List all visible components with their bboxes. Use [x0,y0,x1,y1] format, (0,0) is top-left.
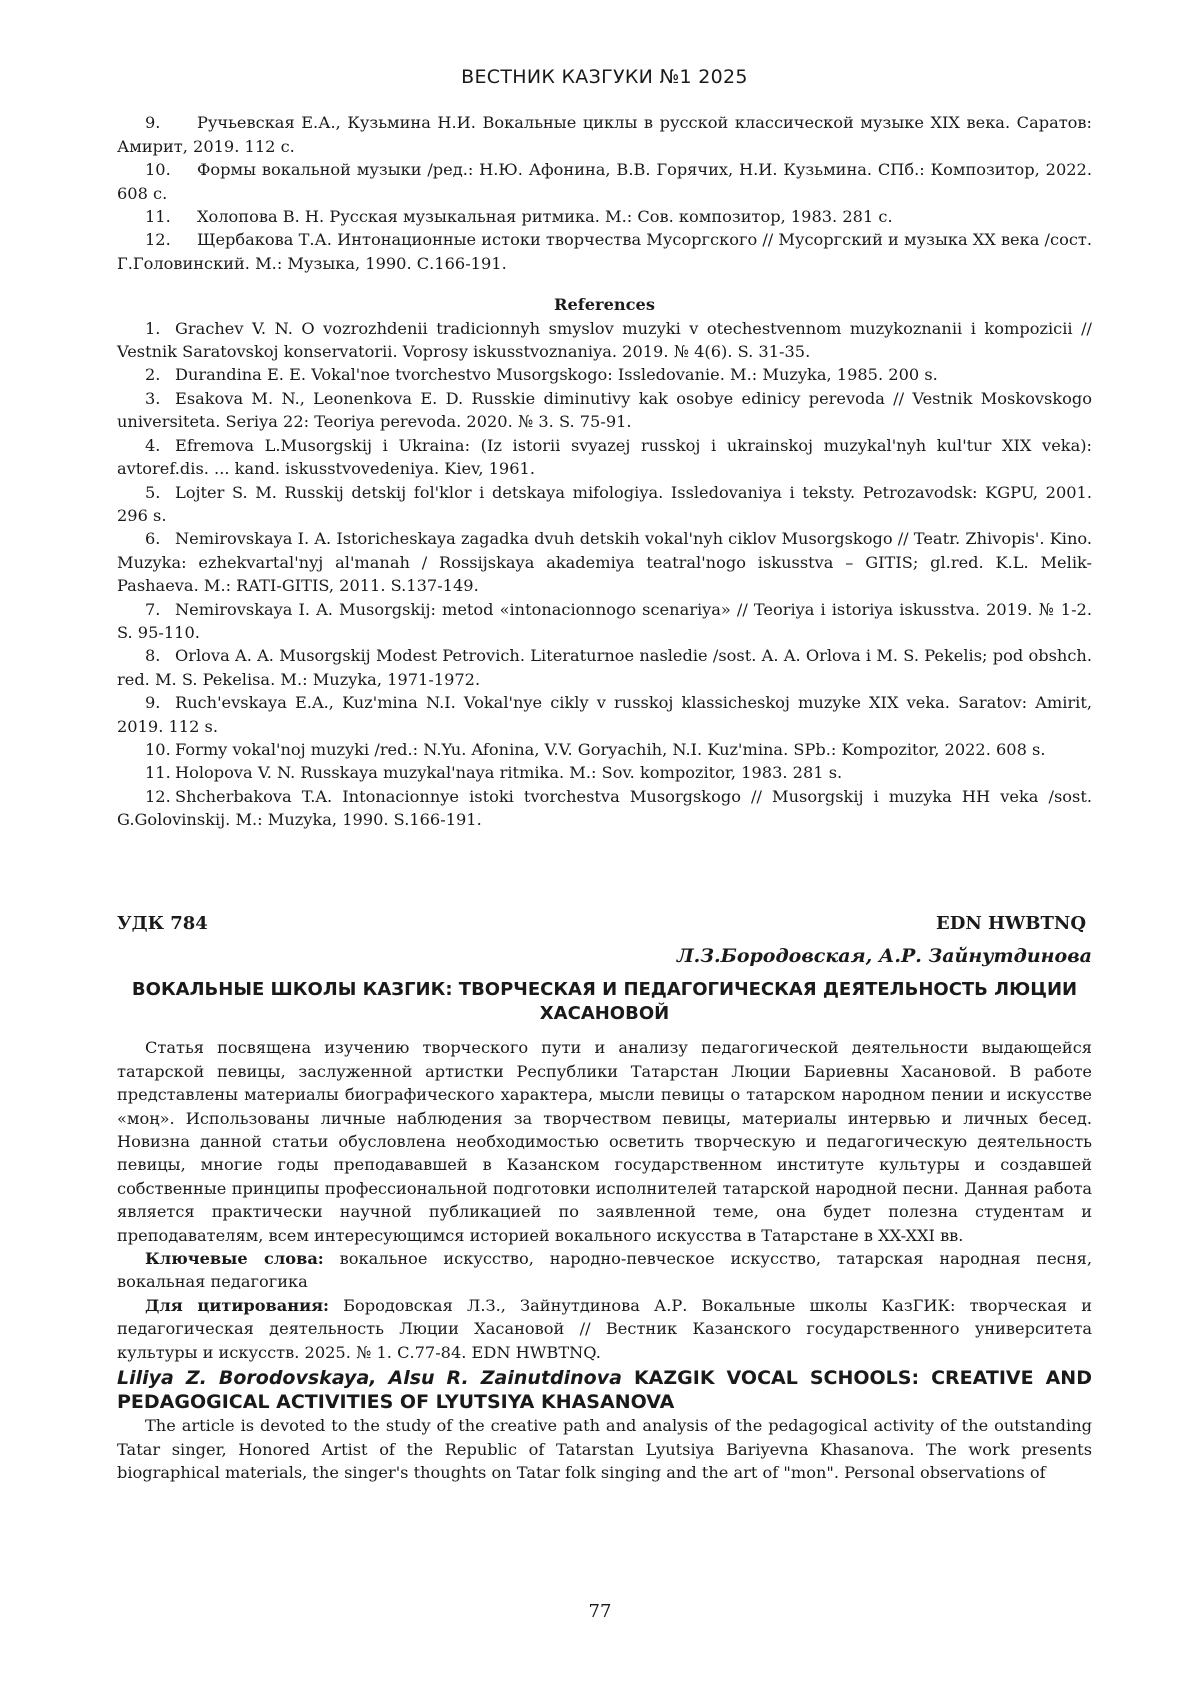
list-item [117,434,1092,481]
ref-number: 7. [145,599,161,619]
ref-number: 4. [145,435,161,455]
en-reference-list [117,317,1092,832]
list-item [117,738,1092,761]
ref-text: Orlova A. A. Musorgskij Modest Petrovich. Literaturnoe nasledie /sost. A. A. Orlova i M. S. Pekelis; pod obshch. red. M. S. Pekelisa. M.: Muzyka, 1971-1972. [117,646,1092,689]
article-authors: Л.З.Бородовская, А.Р. Зайнутдинова [676,945,1092,967]
list-item [117,527,1092,597]
ref-number: 8. [145,646,161,666]
list-item [117,387,1092,434]
list-item [117,317,1092,364]
ref-number: 12. [145,786,171,806]
keywords-label: Ключевые слова: [145,1249,324,1269]
section-gap [117,832,1092,912]
ref-number: 10. [145,739,171,759]
article-identifiers [117,912,1086,935]
list-item [117,158,1092,205]
ref-number: 5. [145,482,161,502]
ref-number: 10. [145,160,171,180]
list-item [117,598,1092,645]
ref-text: Holopova V. N. Russkaya muzykal'naya ritmika. M.: Sov. kompozitor, 1983. 281 s. [175,763,843,783]
ref-text: Grachev V. N. O vozrozhdenii tradicionnyh smyslov muzyki v otechestvennom muzykoznanii i kompozicii // Vestnik Saratovskoj konservatorii. Voprosy iskusstvoznaniya. 2019. № 4(6). S. 31-35. [117,318,1092,362]
keywords [117,1247,1092,1294]
ref-number: 2. [145,365,161,385]
ref-number: 9. [145,113,161,133]
ref-text: Ruch'evskaya E.A., Kuz'mina N.I. Vokal'nye cikly v russkoj klassicheskoj muzyke XIX veka. Saratov: Amirit, 2019. 112 s. [117,693,1092,736]
article-title: ВОКАЛЬНЫЕ ШКОЛЫ КАЗГИК: ТВОРЧЕСКАЯ И ПЕДАГОГИЧЕСКАЯ ДЕЯТЕЛЬНОСТЬ ЛЮЦИИ ХАСАНОВОЙ [131,979,1078,1025]
keywords-text: вокальное искусство, народно-певческое искусство, татарская народная песня, вокальная педагогика [117,1249,1092,1292]
ref-number: 11. [145,207,171,227]
ru-reference-list [117,111,1092,275]
citation [117,1294,1092,1364]
list-item [117,761,1092,784]
ref-text: Nemirovskaya I. A. Istoricheskaya zagadka dvuh detskih vokal'nyh ciklov Musorgskogo // Teatr. Zhivopis'. Kino. Muzyka: ezhekvartal'nyj al'manah / Rossijskaya akademiya teatral'nogo iskusstva – GITIS; gl.red. K.L. Melik-Pashaeva. M.: RATI-GITIS, 2011. S.137-149. [117,529,1092,596]
ref-text: Холопова В. Н. Русская музыкальная ритмика. М.: Сов. композитор, 1983. 281 с. [197,207,893,227]
list-item [117,785,1092,832]
list-item [117,228,1092,275]
list-item [117,481,1092,528]
ref-text: Щербакова Т.А. Интонационные истоки творчества Мусоргского // Мусоргский и музыка XX века /сост. Г.Головинский. М.: Музыка, 1990. С.166-191. [117,230,1092,273]
list-item [117,691,1092,738]
running-head: ВЕСТНИК КАЗГУКИ №1 2025 [461,66,748,88]
english-heading [117,1366,1092,1414]
udk-code: УДК 784 [117,912,208,934]
page-number: 77 [588,1601,612,1622]
ref-text: Lojter S. M. Russkij detskij fol'klor i detskaya mifologiya. Issledovaniya i teksty. Petrozavodsk: KGPU, 2001. 296 s. [117,482,1092,525]
ref-text: Nemirovskaya I. A. Musorgskij: metod «intonacionnogo scenariya» // Teoriya i istoriya iskusstva. 2019. № 1-2. S. 95-110. [117,599,1092,642]
ref-text: Durandina E. E. Vokal'noe tvorchestvo Musorgskogo: Issledovanie. M.: Muzyka, 1985. 200 s. [175,365,938,385]
ref-text: Shcherbakova T.A. Intonacionnye istoki tvorchestva Musorgskogo // Musorgskij i muzyka HH veka /sost. G.Golovinskij. M.: Muzyka, 1990. S.166-191. [117,786,1092,830]
ref-number: 9. [145,693,161,713]
ref-number: 3. [145,388,161,408]
citation-text: Бородовская Л.З., Зайнутдинова А.Р. Вокальные школы КазГИК: творческая и педагогическая деятельность Люции Хасановой // Вестник Казанского государственного университета культуры и искусств. 2025. № 1. С.77-84. EDN HWBTNQ. [117,1295,1093,1362]
ref-text: Ручьевская Е.А., Кузьмина Н.И. Вокальные циклы в русской классической музыке XIX века. Саратов: Амирит, 2019. 112 с. [117,113,1092,156]
english-authors: Liliya Z. Borodovskaya, Alsu R. Zainutdinova [117,1367,622,1390]
list-item [117,363,1092,386]
list-item [117,205,1092,228]
list-item [117,644,1092,691]
ref-text: Formy vokal'noj muzyki /red.: N.Yu. Afonina, V.V. Goryachih, N.I. Kuz'mina. SPb.: Kompozitor, 2022. 608 s. [175,739,1046,759]
english-title: KAZGIK VOCAL SCHOOLS: CREATIVE AND PEDAGOGICAL ACTIVITIES OF LYUTSIYA KHASANOVA [117,1367,1092,1414]
references-heading: References [554,295,655,315]
ref-number: 1. [145,318,161,338]
list-item [117,111,1092,158]
ref-text: Esakova M. N., Leonenkova E. D. Russkie diminutivy kak osobye edinicy perevoda // Vestnik Moskovskogo universiteta. Seriya 22: Teoriya perevoda. 2020. № 3. S. 75-91. [117,388,1092,432]
edn-code: EDN HWBTNQ [935,912,1086,934]
citation-label: Для цитирования: [145,1295,330,1315]
ref-number: 6. [145,529,161,549]
ref-number: 12. [145,230,171,250]
ref-number: 11. [145,763,171,783]
abstract-en: The article is devoted to the study of the creative path and analysis of the pedagogical activity of the outstanding Tatar singer, Honored Artist of the Republic of Tatarstan Lyutsiya Bariyevna Khasanova. The work presents biographical materials, the singer's thoughts on Tatar folk singing and the art of "mon". Personal observations of [117,1416,1092,1482]
ref-text: Формы вокальной музыки /ред.: Н.Ю. Афонина, В.В. Горячих, Н.И. Кузьмина. СПб.: Композитор, 2022. 608 с. [117,160,1092,203]
ref-text: Efremova L.Musorgskij i Ukraina: (Iz istorii svyazej russkoj i ukrainskoj muzykal'nyh kul'tur XIX veka): avtoref.dis. ... kand. iskusstvovedeniya. Kiev, 1961. [117,435,1092,479]
abstract-ru: Статья посвящена изучению творческого пути и анализу педагогической деятельности выдающейся татарской певицы, заслуженной артистки Республики Татарстан Люции Бариевны Хасановой. В работе представлены материалы биографического характера, мысли певицы о татарском народном пении и искусстве «моң». Использованы личные наблюдения за творчеством певицы, материалы интервью и личных бесед. Новизна данной статьи обусловлена необходимостью осветить творческую и педагогическую деятельность певицы, многие годы преподававшей в Казанском государственном институте культуры и создавшей собственные принципы профессиональной подготовки исполнителей татарской народной песни. Данная работа является практически научной публикацией по заявленной теме, она будет полезна студентам и преподавателям, всем интересующимся историей вокального искусства в Татарстане в XX-XXI вв. [117,1038,1092,1245]
